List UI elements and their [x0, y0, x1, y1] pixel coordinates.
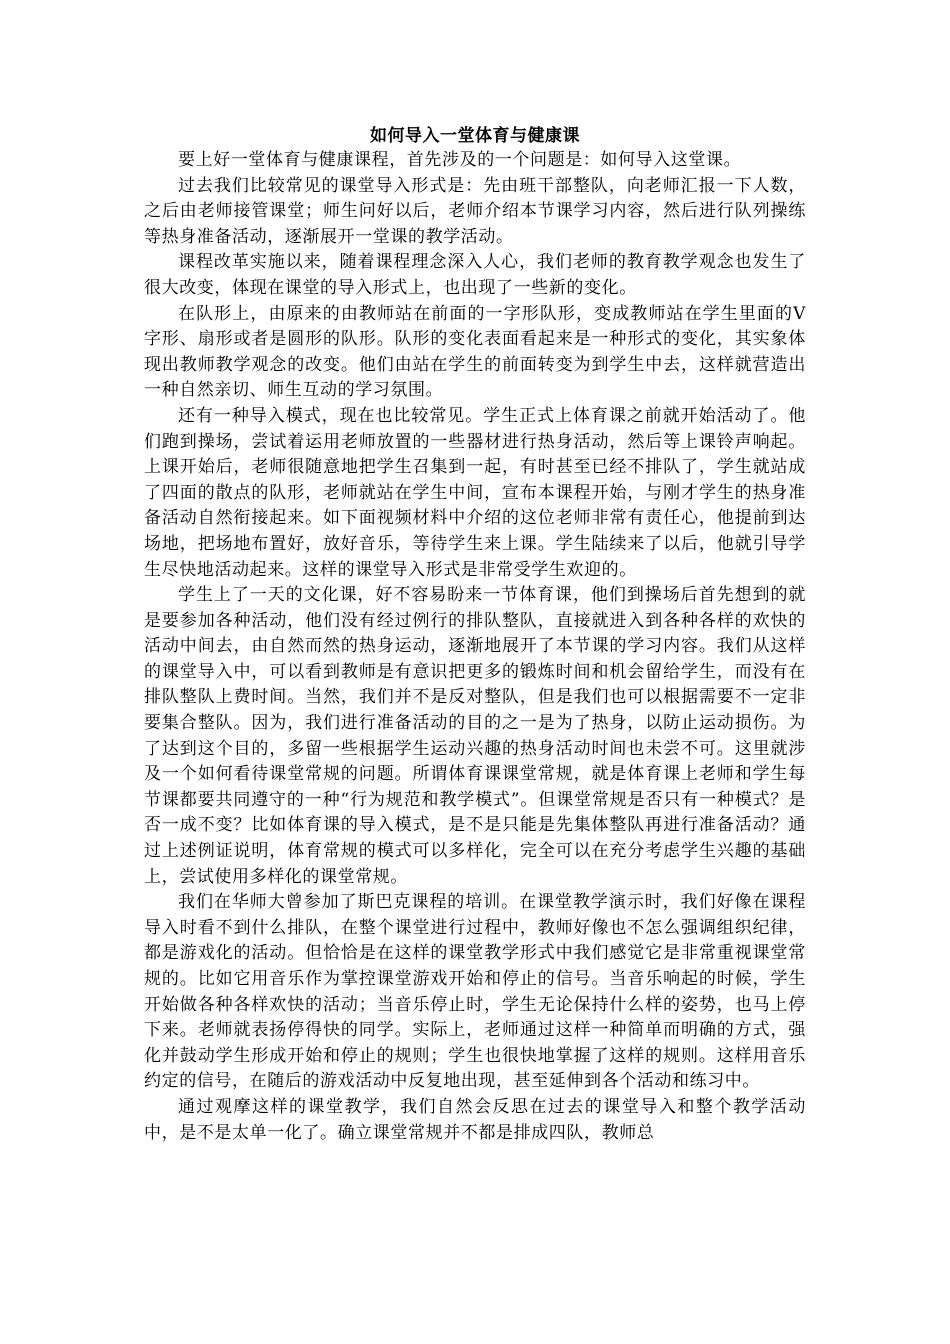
document-page: [144, 124, 806, 1146]
paragraph-7: 我们在华师大曾参加了斯巴克课程的培训。在课堂教学演示时，我们好像在课程导入时看不到什么排队，在整个课堂进行过程中，教师好像也不怎么强调组织纪律，都是游戏化的活动。但恰恰是在这样的课堂教学形式中我们感觉它是非常重视课堂常规的。比如它用音乐作为掌控课堂游戏开始和停止的信号。当音乐响起的时候，学生开始做各种各样欢快的活动；当音乐停止时，学生无论保持什么样的姿势，也马上停下来。老师就表扬停得快的同学。实际上，老师通过这样一种简单而明确的方式，强化并鼓动学生形成开始和停止的规则；学生也很快地掌握了这样的规则。这样用音乐约定的信号，在随后的游戏活动中反复地出现，甚至延伸到各个活动和练习中。: [144, 892, 806, 1092]
paragraph-1: 要上好一堂体育与健康课程，首先涉及的一个问题是：如何导入这堂课。: [178, 150, 742, 170]
paragraph-3: 课程改革实施以来，随着课程理念深入人心，我们老师的教育教学观念也发生了很大改变，体现在课堂的导入形式上，也出现了一些新的变化。: [144, 252, 806, 298]
paragraph-4: 在队形上，由原来的由教师站在前面的一字形队形，变成教师站在学生里面的V字形、扇形或者是圆形的队形。队形的变化表面看起来是一种形式的变化，其实象体现出教师教学观念的改变。他们由站在学生的前面转变为到学生中去，这样就营造出一种自然亲切、师生互动的学习氛围。: [144, 303, 806, 401]
paragraph-5: 还有一种导入模式，现在也比较常见。学生正式上体育课之前就开始活动了。他们跑到操场，尝试着运用老师放置的一些器材进行热身活动，然后等上课铃声响起。上课开始后，老师很随意地把学生召集到一起，有时甚至已经不排队了，学生就站成了四面的散点的队形，老师就站在学生中间，宣布本课程开始，与刚才学生的热身准备活动自然衔接起来。如下面视频材料中介绍的这位老师非常有责任心，他提前到达场地，把场地布置好，放好音乐，等待学生来上课。学生陆续来了以后，他就引导学生尽快地活动起来。这样的课堂导入形式是非常受学生欢迎的。: [144, 405, 806, 580]
paragraph-8: 通过观摩这样的课堂教学，我们自然会反思在过去的课堂导入和整个教学活动中，是不是太单一化了。确立课堂常规并不都是排成四队，教师总: [144, 1096, 806, 1143]
paragraph-2: 过去我们比较常见的课堂导入形式是：先由班干部整队，向老师汇报一下人数，之后由老师接管课堂；师生问好以后，老师介绍本节课学习内容，然后进行队列操练等热身准备活动，逐渐展开一堂课的教学活动。: [144, 175, 806, 247]
paragraph-6: 学生上了一天的文化课，好不容易盼来一节体育课，他们到操场后首先想到的就是要参加各种活动，他们没有经过例行的排队整队，直接就进入到各种各样的欢快的活动中间去，由自然而然的热身运动，逐渐地展开了本节课的学习内容。我们从这样的课堂导入中，可以看到教师是有意识把更多的锻炼时间和机会留给学生，而没有在排队整队上费时间。当然，我们并不是反对整队，但是我们也可以根据需要不一定非要集合整队。因为，我们进行准备活动的目的之一是为了热身，以防止运动损伤。为了达到这个目的，多留一些根据学生运动兴趣的热身活动时间也未尝不可。这里就涉及一个如何看待课堂常规的问题。所谓体育课课堂常规，就是体育课上老师和学生每节课都要共同遵守的一种“行为规范和教学模式”。但课堂常规是否只有一种模式？是否一成不变？比如体育课的导入模式，是不是只能是先集体整队再进行准备活动？通过上述例证说明，体育常规的模式可以多样化，完全可以在充分考虑学生兴趣的基础上，尝试使用多样化的课堂常规。: [144, 585, 806, 887]
document-title: 如何导入一堂体育与健康课: [370, 126, 580, 146]
